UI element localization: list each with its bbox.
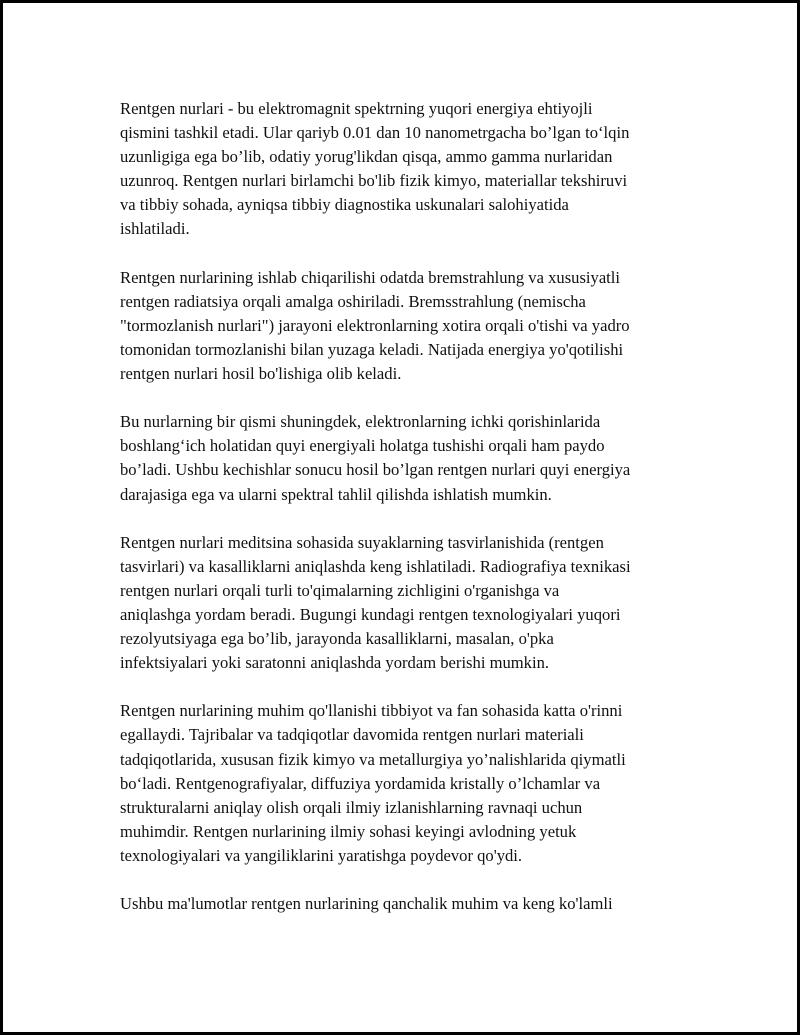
text-line: strukturalarni aniqlay olish orqali ilmiy izlanishlarning ravnaqi uchun: [120, 797, 583, 817]
text-line: "tormozlanish nurlari") jarayoni elektronlarning xotira orqali o'tishi va yadro: [120, 315, 630, 335]
paragraph: [120, 97, 700, 242]
text-line: Rentgen nurlarining muhim qo'llanishi tibbiyot va fan sohasida katta o'rinni: [120, 701, 623, 721]
text-line: boshlang‘ich holatidan quyi energiyali holatga tushishi orqali ham paydo: [120, 436, 605, 456]
text-line: rentgen nurlari hosil bo'lishiga olib keladi.: [120, 364, 402, 384]
text-line: rezolyutsiyaga ega bo’lib, jarayonda kasalliklarni, masalan, o'pka: [120, 629, 554, 649]
paragraph: [120, 410, 700, 506]
text-line: Rentgen nurlarining ishlab chiqarilishi odatda bremstrahlung va xususiyatli: [120, 267, 621, 287]
text-line: uzunligiga ega bo’lib, odatiy yorug'likdan qisqa, ammo gamma nurlaridan: [120, 147, 613, 167]
text-line: uzunroq. Rentgen nurlari birlamchi bo'lib fizik kimyo, materiallar tekshiruvi: [120, 171, 628, 191]
text-line: qismini tashkil etadi. Ular qariyb 0.01 dan 10 nanometrgacha bo’lgan to‘lqin: [120, 123, 630, 143]
text-line: tomonidan tormozlanishi bilan yuzaga keladi. Natijada energiya yo'qotilishi: [120, 339, 624, 359]
text-line: Bu nurlarning bir qismi shuningdek, elektronlarning ichki qorishinlarida: [120, 412, 601, 432]
text-line: Rentgen nurlari meditsina sohasida suyaklarning tasvirlanishida (rentgen: [120, 532, 604, 552]
text-line: Rentgen nurlari - bu elektromagnit spektrning yuqori energiya ehtiyojli: [120, 99, 593, 118]
paragraph: [120, 266, 700, 386]
text-line: tadqiqotlarida, xususan fizik kimyo va metallurgiya yo’nalishlarida qiymatli: [120, 749, 626, 769]
document-body: [120, 97, 700, 940]
text-line: muhimdir. Rentgen nurlarining ilmiy sohasi keyingi avlodning yetuk: [120, 821, 577, 841]
text-line: bo‘ladi. Rentgenografiyalar, diffuziya yordamida kristally o’lchamlar va: [120, 773, 601, 793]
text-line: ishlatiladi.: [120, 219, 190, 239]
paragraph: [120, 531, 700, 676]
text-line: egallaydi. Tajribalar va tadqiqotlar davomida rentgen nurlari materiali: [120, 725, 584, 745]
text-line: texnologiyalari va yangiliklarini yaratishga poydevor qo'ydi.: [120, 845, 523, 865]
text-line: tasvirlari) va kasalliklarni aniqlashda keng ishlatiladi. Radiografiya texnikasi: [120, 556, 631, 576]
text-line: va tibbiy sohada, ayniqsa tibbiy diagnostika uskunalari salohiyatida: [120, 195, 569, 215]
paragraph: [120, 699, 700, 868]
text-line: Ushbu ma'lumotlar rentgen nurlarining qanchalik muhim va keng ko'lamli: [120, 894, 613, 914]
text-line: rentgen nurlari orqali turli to'qimalarning zichligini o'rganishga va: [120, 580, 560, 600]
text-line: aniqlashga yordam beradi. Bugungi kundagi rentgen texnologiyalari yuqori: [120, 604, 621, 624]
text-line: rentgen radiatsiya orqali amalga oshiriladi. Bremsstrahlung (nemischa: [120, 291, 586, 311]
text-line: infektsiyalari yoki saratonni aniqlashda yordam berishi mumkin.: [120, 653, 550, 673]
paragraph: [120, 892, 700, 916]
text-line: bo’ladi. Ushbu kechishlar sonucu hosil bo’lgan rentgen nurlari quyi energiya: [120, 460, 631, 480]
text-line: darajasiga ega va ularni spektral tahlil qilishda ishlatish mumkin.: [120, 484, 552, 504]
